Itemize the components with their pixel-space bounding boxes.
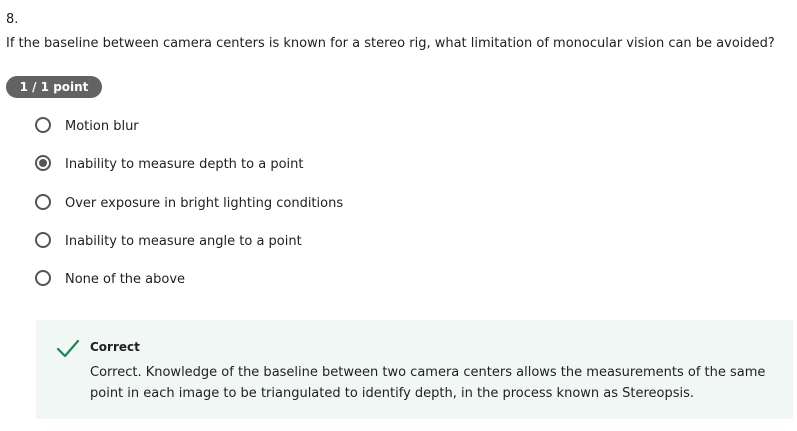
option-label[interactable]: Inability to measure depth to a point <box>65 157 304 173</box>
radio-button[interactable] <box>35 232 51 248</box>
question-number: 8. <box>6 12 19 27</box>
option-inability-angle[interactable] <box>35 223 635 261</box>
feedback-text: Correct. Knowledge of the baseline between two camera centers allows the measurements of the same point in each image to be triangulated to identify depth, in the process known as Stereopsis. <box>90 365 766 401</box>
radio-button[interactable] <box>35 194 51 210</box>
option-label[interactable]: None of the above <box>65 272 186 288</box>
option-label[interactable]: Over exposure in bright lighting conditions <box>65 195 344 211</box>
option-label[interactable]: Inability to measure angle to a point <box>65 233 302 249</box>
option-none[interactable] <box>35 261 635 299</box>
score-badge: 1 / 1 point <box>6 76 102 98</box>
radio-button[interactable] <box>35 117 51 133</box>
option-inability-depth[interactable] <box>35 146 635 184</box>
answer-options <box>35 108 635 299</box>
check-icon <box>56 337 80 361</box>
radio-button-selected[interactable] <box>35 155 51 171</box>
feedback-title: Correct <box>90 340 140 354</box>
option-over-exposure[interactable] <box>35 185 635 223</box>
option-motion-blur[interactable] <box>35 108 635 146</box>
question-text: If the baseline between camera centers is known for a stereo rig, what limitation of monocular vision can be avoided? <box>6 36 775 51</box>
radio-button[interactable] <box>35 270 51 286</box>
option-label[interactable]: Motion blur <box>65 119 139 134</box>
feedback-panel <box>36 320 793 419</box>
